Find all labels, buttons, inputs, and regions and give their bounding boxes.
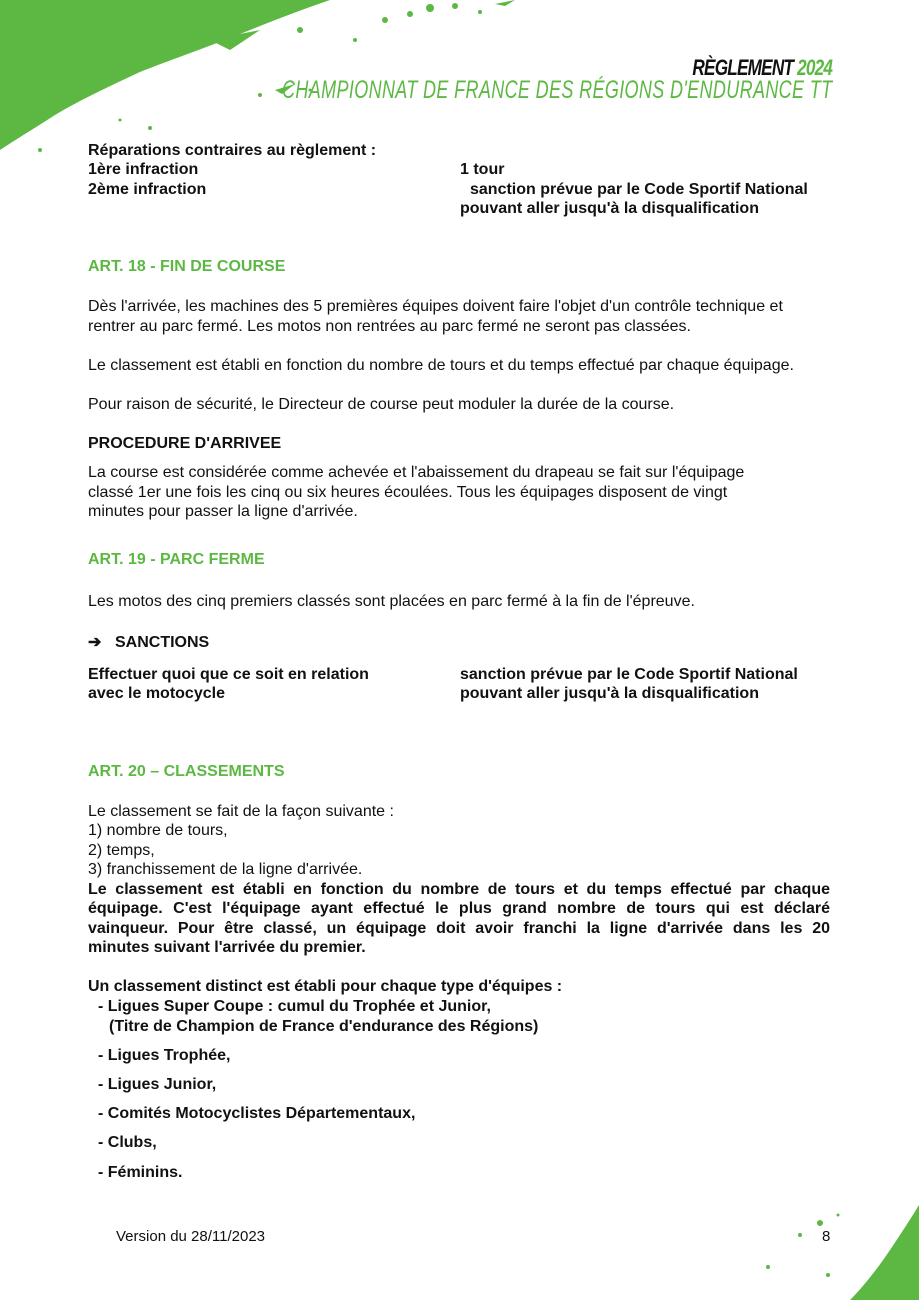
repairs-inf2-value-line1: sanction prévue par le Code Sportif National — [470, 181, 808, 198]
team-item-clubs: - Clubs, — [98, 1134, 157, 1151]
page-number: 8 — [822, 1228, 831, 1245]
team-item-super-coupe-title: (Titre de Champion de France d'endurance des Régions) — [109, 1018, 539, 1035]
art18-p1-line1: Dès l'arrivée, les machines des 5 premières équipes doivent faire l'objet d'un contrôle technique et — [88, 298, 783, 315]
art18-p1-line2: rentrer au parc fermé. Les motos non rentrées au parc fermé ne seront pas classées. — [88, 318, 691, 335]
sanction-left-line1: Effectuer quoi que ce soit en relation — [88, 666, 369, 683]
art20-heading: ART. 20 – CLASSEMENTS — [88, 763, 285, 780]
team-item-junior: - Ligues Junior, — [98, 1076, 217, 1093]
art19-p1: Les motos des cinq premiers classés sont placées en parc fermé à la fin de l'épreuve. — [88, 593, 695, 610]
repairs-inf2-label: 2ème infraction — [88, 181, 207, 198]
team-item-comites: - Comités Motocyclistes Départementaux, — [98, 1105, 416, 1122]
sanctions-arrow-icon: ➔ — [88, 634, 102, 651]
art20-distinct-title: Un classement distinct est établi pour chaque type d'équipes : — [88, 978, 563, 995]
art19-heading: ART. 19 - PARC FERME — [88, 551, 265, 568]
art18-p4-line2: classé 1er une fois les cinq ou six heures écoulées. Tous les équipages disposent de vingt — [88, 484, 728, 501]
repairs-inf1-label: 1ère infraction — [88, 161, 199, 178]
art20-intro: Le classement se fait de la façon suivante : — [88, 803, 394, 820]
art18-p3: Pour raison de sécurité, le Directeur de course peut moduler la durée de la course. — [88, 396, 675, 413]
art20-item3: 3) franchissement de la ligne d'arrivée. — [88, 861, 363, 878]
team-item-trophee: - Ligues Trophée, — [98, 1047, 231, 1064]
header-championship: CHAMPIONNAT DE FRANCE DES RÉGIONS D'ENDURANCE TT — [281, 76, 832, 104]
art18-p2: Le classement est établi en fonction du nombre de tours et du temps effectué par chaque équipage. — [88, 357, 794, 374]
repairs-inf1-value: 1 tour — [460, 161, 505, 178]
art20-bold-line2: équipage. C'est l'équipage ayant effectué le plus grand nombre de tours qui est déclaré — [88, 900, 830, 917]
art20-bold-line1: Le classement est établi en fonction du nombre de tours et du temps effectué par chaque — [88, 881, 830, 898]
header-year: 2024 — [796, 55, 832, 80]
sanction-right-line1: sanction prévue par le Code Sportif National — [460, 666, 798, 683]
sanction-right-line2: pouvant aller jusqu'à la disqualification — [460, 685, 759, 702]
art20-bold-line3: vainqueur. Pour être classé, un équipage doit avoir franchi la ligne d'arrivée dans les 20 — [88, 920, 830, 937]
art18-p4-line3: minutes pour passer la ligne d'arrivée. — [88, 503, 358, 520]
art18-p4-line1: La course est considérée comme achevée et l'abaissement du drapeau se fait sur l'équipage — [88, 464, 745, 481]
team-item-feminins: - Féminins. — [98, 1164, 183, 1181]
repairs-inf2-value-line2: pouvant aller jusqu'à la disqualification — [460, 200, 759, 217]
sanction-left-line2: avec le motocycle — [88, 685, 225, 702]
team-item-super-coupe: - Ligues Super Coupe : cumul du Trophée et Junior, — [98, 998, 491, 1015]
sanctions-title: SANCTIONS — [115, 634, 210, 651]
art18-subheading: PROCEDURE D'ARRIVEE — [88, 435, 282, 452]
footer-version: Version du 28/11/2023 — [116, 1228, 266, 1245]
art18-heading: ART. 18 - FIN DE COURSE — [88, 258, 286, 275]
footer-brush-decoration — [740, 1195, 919, 1300]
repairs-title: Réparations contraires au règlement : — [88, 142, 377, 159]
art20-item2: 2) temps, — [88, 842, 155, 859]
art20-item1: 1) nombre de tours, — [88, 822, 228, 839]
art20-bold-line4: minutes suivant l'arrivée du premier. — [88, 939, 366, 956]
header-reglement: RÈGLEMENT — [692, 55, 793, 80]
